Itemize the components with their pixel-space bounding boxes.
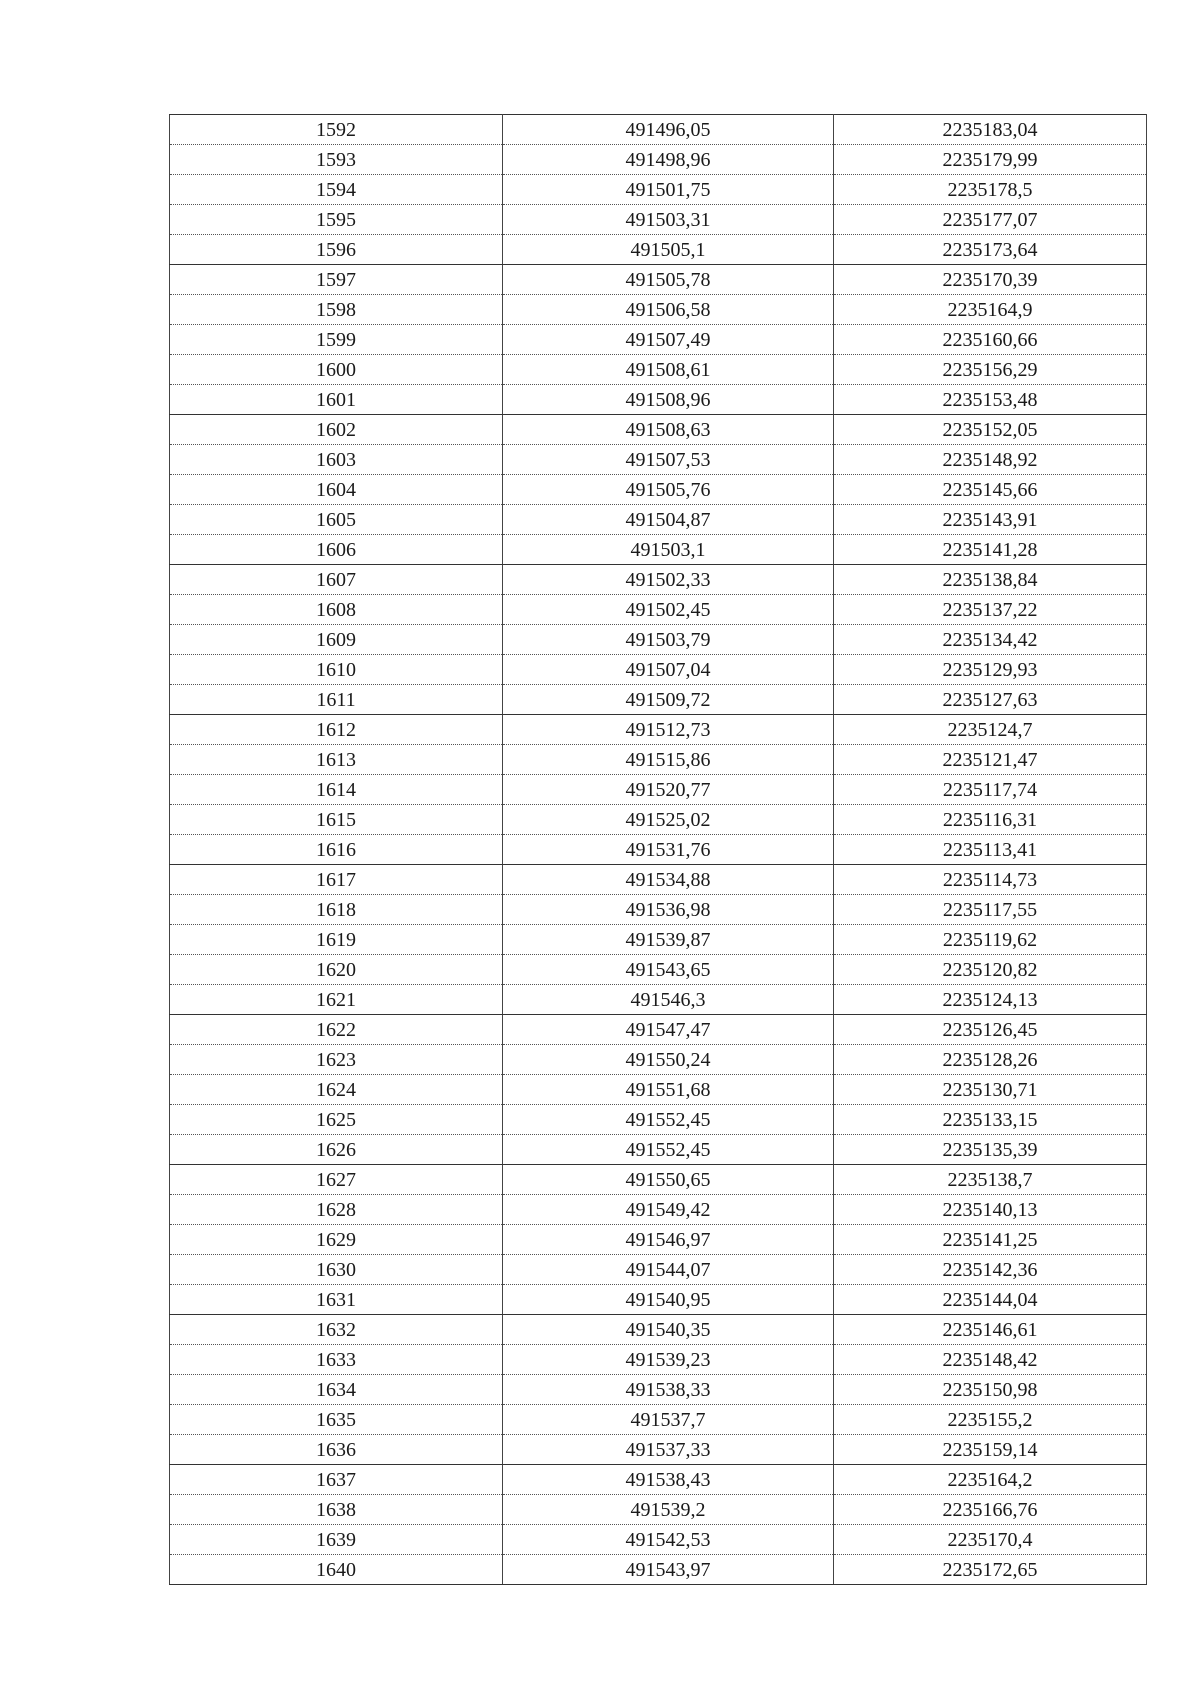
y-coordinate-cell: 2235179,99 <box>834 145 1147 175</box>
coordinates-table <box>169 114 1147 1585</box>
x-coordinate-cell: 491503,79 <box>503 625 834 655</box>
point-number-cell: 1638 <box>170 1495 503 1525</box>
point-number-cell: 1604 <box>170 475 503 505</box>
y-coordinate-cell: 2235141,25 <box>834 1225 1147 1255</box>
table-row <box>170 865 1147 895</box>
x-coordinate-cell: 491536,98 <box>503 895 834 925</box>
y-coordinate-cell: 2235138,84 <box>834 565 1147 595</box>
table-row <box>170 265 1147 295</box>
y-coordinate-cell: 2235127,63 <box>834 685 1147 715</box>
point-number-cell: 1636 <box>170 1435 503 1465</box>
x-coordinate-cell: 491537,33 <box>503 1435 834 1465</box>
table-row <box>170 1555 1147 1585</box>
y-coordinate-cell: 2235178,5 <box>834 175 1147 205</box>
point-number-cell: 1619 <box>170 925 503 955</box>
x-coordinate-cell: 491550,24 <box>503 1045 834 1075</box>
x-coordinate-cell: 491546,97 <box>503 1225 834 1255</box>
point-number-cell: 1620 <box>170 955 503 985</box>
point-number-cell: 1602 <box>170 415 503 445</box>
point-number-cell: 1621 <box>170 985 503 1015</box>
x-coordinate-cell: 491551,68 <box>503 1075 834 1105</box>
table-row <box>170 1345 1147 1375</box>
x-coordinate-cell: 491505,78 <box>503 265 834 295</box>
point-number-cell: 1600 <box>170 355 503 385</box>
coordinates-table-body <box>170 115 1147 1585</box>
point-number-cell: 1613 <box>170 745 503 775</box>
y-coordinate-cell: 2235164,9 <box>834 295 1147 325</box>
table-row <box>170 745 1147 775</box>
table-row <box>170 1135 1147 1165</box>
x-coordinate-cell: 491508,61 <box>503 355 834 385</box>
point-number-cell: 1633 <box>170 1345 503 1375</box>
y-coordinate-cell: 2235140,13 <box>834 1195 1147 1225</box>
table-row <box>170 985 1147 1015</box>
point-number-cell: 1640 <box>170 1555 503 1585</box>
table-row <box>170 1375 1147 1405</box>
table-row <box>170 655 1147 685</box>
x-coordinate-cell: 491539,2 <box>503 1495 834 1525</box>
x-coordinate-cell: 491547,47 <box>503 1015 834 1045</box>
y-coordinate-cell: 2235170,4 <box>834 1525 1147 1555</box>
x-coordinate-cell: 491552,45 <box>503 1105 834 1135</box>
x-coordinate-cell: 491512,73 <box>503 715 834 745</box>
point-number-cell: 1609 <box>170 625 503 655</box>
x-coordinate-cell: 491544,07 <box>503 1255 834 1285</box>
y-coordinate-cell: 2235117,74 <box>834 775 1147 805</box>
point-number-cell: 1608 <box>170 595 503 625</box>
table-row <box>170 1435 1147 1465</box>
table-row <box>170 415 1147 445</box>
table-row <box>170 1495 1147 1525</box>
table-row <box>170 1525 1147 1555</box>
point-number-cell: 1610 <box>170 655 503 685</box>
y-coordinate-cell: 2235121,47 <box>834 745 1147 775</box>
y-coordinate-cell: 2235137,22 <box>834 595 1147 625</box>
table-row <box>170 1225 1147 1255</box>
y-coordinate-cell: 2235126,45 <box>834 1015 1147 1045</box>
y-coordinate-cell: 2235130,71 <box>834 1075 1147 1105</box>
x-coordinate-cell: 491501,75 <box>503 175 834 205</box>
point-number-cell: 1603 <box>170 445 503 475</box>
table-row <box>170 535 1147 565</box>
point-number-cell: 1628 <box>170 1195 503 1225</box>
point-number-cell: 1614 <box>170 775 503 805</box>
y-coordinate-cell: 2235148,42 <box>834 1345 1147 1375</box>
table-row <box>170 1015 1147 1045</box>
x-coordinate-cell: 491549,42 <box>503 1195 834 1225</box>
y-coordinate-cell: 2235114,73 <box>834 865 1147 895</box>
table-row <box>170 595 1147 625</box>
table-row <box>170 145 1147 175</box>
x-coordinate-cell: 491515,86 <box>503 745 834 775</box>
point-number-cell: 1618 <box>170 895 503 925</box>
table-row <box>170 1315 1147 1345</box>
point-number-cell: 1617 <box>170 865 503 895</box>
y-coordinate-cell: 2235124,13 <box>834 985 1147 1015</box>
point-number-cell: 1626 <box>170 1135 503 1165</box>
x-coordinate-cell: 491538,33 <box>503 1375 834 1405</box>
x-coordinate-cell: 491502,33 <box>503 565 834 595</box>
y-coordinate-cell: 2235170,39 <box>834 265 1147 295</box>
y-coordinate-cell: 2235153,48 <box>834 385 1147 415</box>
y-coordinate-cell: 2235116,31 <box>834 805 1147 835</box>
table-row <box>170 295 1147 325</box>
y-coordinate-cell: 2235124,7 <box>834 715 1147 745</box>
point-number-cell: 1629 <box>170 1225 503 1255</box>
x-coordinate-cell: 491507,04 <box>503 655 834 685</box>
y-coordinate-cell: 2235159,14 <box>834 1435 1147 1465</box>
table-row <box>170 505 1147 535</box>
x-coordinate-cell: 491520,77 <box>503 775 834 805</box>
y-coordinate-cell: 2235172,65 <box>834 1555 1147 1585</box>
x-coordinate-cell: 491534,88 <box>503 865 834 895</box>
x-coordinate-cell: 491552,45 <box>503 1135 834 1165</box>
point-number-cell: 1637 <box>170 1465 503 1495</box>
y-coordinate-cell: 2235160,66 <box>834 325 1147 355</box>
table-row <box>170 805 1147 835</box>
y-coordinate-cell: 2235145,66 <box>834 475 1147 505</box>
point-number-cell: 1622 <box>170 1015 503 1045</box>
point-number-cell: 1634 <box>170 1375 503 1405</box>
x-coordinate-cell: 491546,3 <box>503 985 834 1015</box>
x-coordinate-cell: 491508,63 <box>503 415 834 445</box>
table-row <box>170 325 1147 355</box>
x-coordinate-cell: 491506,58 <box>503 295 834 325</box>
table-row <box>170 1255 1147 1285</box>
table-row <box>170 1165 1147 1195</box>
table-row <box>170 205 1147 235</box>
point-number-cell: 1594 <box>170 175 503 205</box>
table-row <box>170 895 1147 925</box>
y-coordinate-cell: 2235128,26 <box>834 1045 1147 1075</box>
point-number-cell: 1605 <box>170 505 503 535</box>
point-number-cell: 1606 <box>170 535 503 565</box>
x-coordinate-cell: 491537,7 <box>503 1405 834 1435</box>
table-row <box>170 1285 1147 1315</box>
point-number-cell: 1593 <box>170 145 503 175</box>
y-coordinate-cell: 2235144,04 <box>834 1285 1147 1315</box>
x-coordinate-cell: 491509,72 <box>503 685 834 715</box>
y-coordinate-cell: 2235143,91 <box>834 505 1147 535</box>
table-row <box>170 955 1147 985</box>
x-coordinate-cell: 491496,05 <box>503 115 834 145</box>
x-coordinate-cell: 491538,43 <box>503 1465 834 1495</box>
table-row <box>170 565 1147 595</box>
table-row <box>170 475 1147 505</box>
point-number-cell: 1596 <box>170 235 503 265</box>
table-row <box>170 685 1147 715</box>
y-coordinate-cell: 2235135,39 <box>834 1135 1147 1165</box>
table-row <box>170 445 1147 475</box>
y-coordinate-cell: 2235129,93 <box>834 655 1147 685</box>
table-row <box>170 385 1147 415</box>
point-number-cell: 1612 <box>170 715 503 745</box>
table-row <box>170 625 1147 655</box>
x-coordinate-cell: 491504,87 <box>503 505 834 535</box>
x-coordinate-cell: 491543,97 <box>503 1555 834 1585</box>
point-number-cell: 1598 <box>170 295 503 325</box>
y-coordinate-cell: 2235152,05 <box>834 415 1147 445</box>
table-row <box>170 835 1147 865</box>
x-coordinate-cell: 491540,95 <box>503 1285 834 1315</box>
table-row <box>170 925 1147 955</box>
table-row <box>170 235 1147 265</box>
point-number-cell: 1607 <box>170 565 503 595</box>
y-coordinate-cell: 2235177,07 <box>834 205 1147 235</box>
table-row <box>170 1105 1147 1135</box>
table-row <box>170 1405 1147 1435</box>
x-coordinate-cell: 491539,23 <box>503 1345 834 1375</box>
table-row <box>170 1465 1147 1495</box>
table-row <box>170 355 1147 385</box>
x-coordinate-cell: 491525,02 <box>503 805 834 835</box>
y-coordinate-cell: 2235119,62 <box>834 925 1147 955</box>
table-row <box>170 1195 1147 1225</box>
y-coordinate-cell: 2235148,92 <box>834 445 1147 475</box>
y-coordinate-cell: 2235117,55 <box>834 895 1147 925</box>
point-number-cell: 1630 <box>170 1255 503 1285</box>
y-coordinate-cell: 2235183,04 <box>834 115 1147 145</box>
point-number-cell: 1599 <box>170 325 503 355</box>
y-coordinate-cell: 2235150,98 <box>834 1375 1147 1405</box>
x-coordinate-cell: 491539,87 <box>503 925 834 955</box>
x-coordinate-cell: 491531,76 <box>503 835 834 865</box>
x-coordinate-cell: 491502,45 <box>503 595 834 625</box>
point-number-cell: 1631 <box>170 1285 503 1315</box>
x-coordinate-cell: 491498,96 <box>503 145 834 175</box>
x-coordinate-cell: 491505,76 <box>503 475 834 505</box>
y-coordinate-cell: 2235164,2 <box>834 1465 1147 1495</box>
point-number-cell: 1592 <box>170 115 503 145</box>
y-coordinate-cell: 2235146,61 <box>834 1315 1147 1345</box>
point-number-cell: 1615 <box>170 805 503 835</box>
point-number-cell: 1624 <box>170 1075 503 1105</box>
x-coordinate-cell: 491550,65 <box>503 1165 834 1195</box>
x-coordinate-cell: 491505,1 <box>503 235 834 265</box>
x-coordinate-cell: 491507,53 <box>503 445 834 475</box>
point-number-cell: 1639 <box>170 1525 503 1555</box>
point-number-cell: 1627 <box>170 1165 503 1195</box>
point-number-cell: 1601 <box>170 385 503 415</box>
point-number-cell: 1635 <box>170 1405 503 1435</box>
y-coordinate-cell: 2235141,28 <box>834 535 1147 565</box>
y-coordinate-cell: 2235120,82 <box>834 955 1147 985</box>
y-coordinate-cell: 2235138,7 <box>834 1165 1147 1195</box>
point-number-cell: 1616 <box>170 835 503 865</box>
y-coordinate-cell: 2235166,76 <box>834 1495 1147 1525</box>
x-coordinate-cell: 491540,35 <box>503 1315 834 1345</box>
point-number-cell: 1595 <box>170 205 503 235</box>
y-coordinate-cell: 2235142,36 <box>834 1255 1147 1285</box>
x-coordinate-cell: 491503,31 <box>503 205 834 235</box>
point-number-cell: 1623 <box>170 1045 503 1075</box>
table-row <box>170 175 1147 205</box>
x-coordinate-cell: 491542,53 <box>503 1525 834 1555</box>
y-coordinate-cell: 2235133,15 <box>834 1105 1147 1135</box>
y-coordinate-cell: 2235156,29 <box>834 355 1147 385</box>
point-number-cell: 1632 <box>170 1315 503 1345</box>
y-coordinate-cell: 2235134,42 <box>834 625 1147 655</box>
point-number-cell: 1597 <box>170 265 503 295</box>
y-coordinate-cell: 2235173,64 <box>834 235 1147 265</box>
point-number-cell: 1611 <box>170 685 503 715</box>
x-coordinate-cell: 491543,65 <box>503 955 834 985</box>
x-coordinate-cell: 491503,1 <box>503 535 834 565</box>
table-row <box>170 715 1147 745</box>
table-row <box>170 1075 1147 1105</box>
table-row <box>170 115 1147 145</box>
y-coordinate-cell: 2235155,2 <box>834 1405 1147 1435</box>
x-coordinate-cell: 491508,96 <box>503 385 834 415</box>
table-row <box>170 775 1147 805</box>
point-number-cell: 1625 <box>170 1105 503 1135</box>
table-row <box>170 1045 1147 1075</box>
y-coordinate-cell: 2235113,41 <box>834 835 1147 865</box>
x-coordinate-cell: 491507,49 <box>503 325 834 355</box>
